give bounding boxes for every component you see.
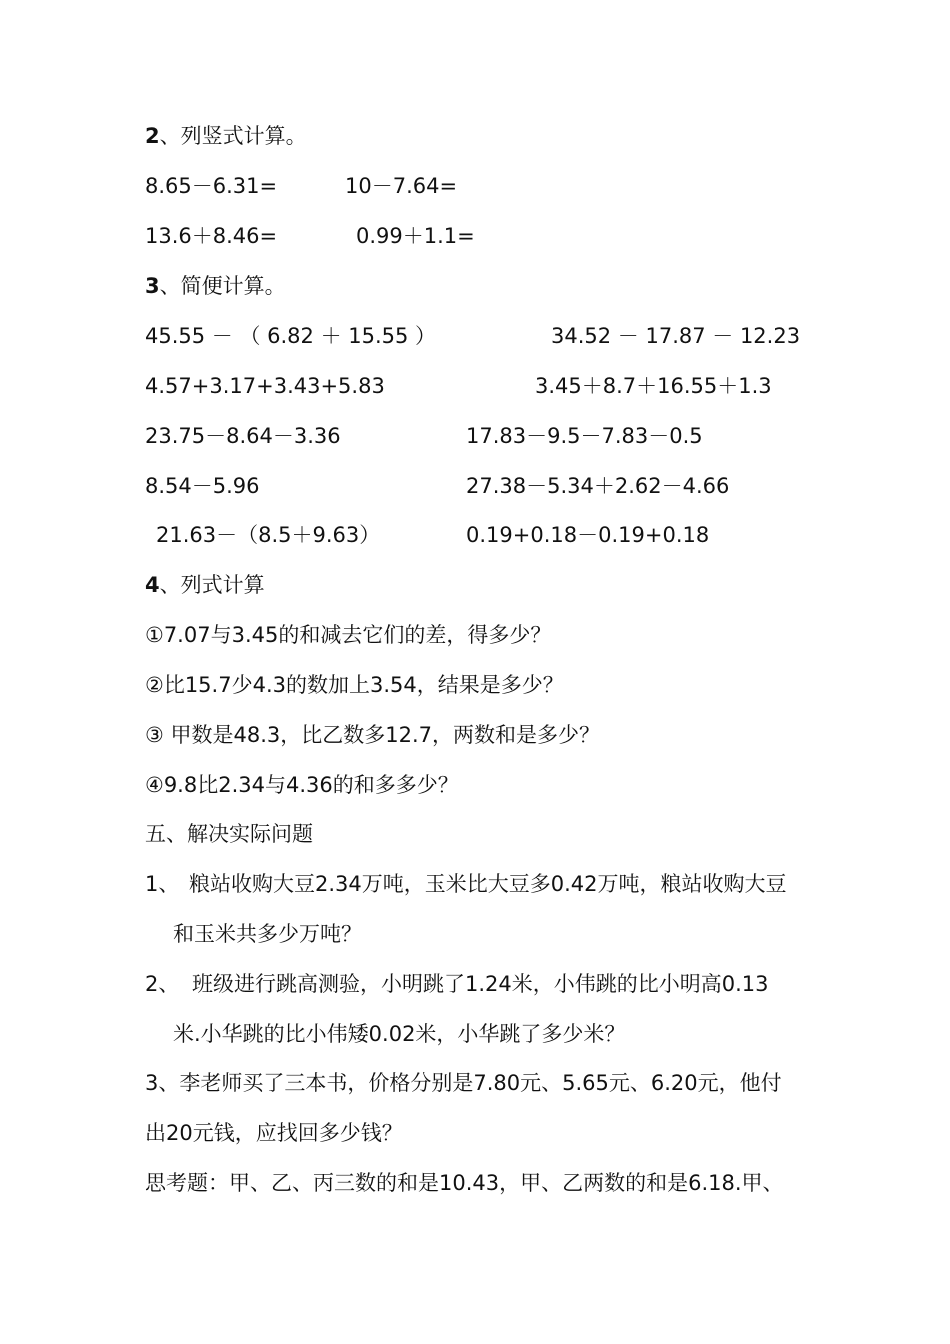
problem-3-line-1: 3、李老师买了三本书，价格分别是7.80元、5.65元、6.20元，他付: [145, 1071, 782, 1095]
problem-1-line-2: 和玉米共多少万吨？: [173, 922, 362, 946]
vertical-calc-item: 13.6＋8.46=: [145, 224, 278, 248]
section-3-title: 、简便计算。: [159, 274, 286, 298]
section-3-heading: [145, 272, 286, 300]
problem-2-number: 2、: [145, 972, 180, 996]
section-4-title: 、列式计算: [159, 573, 265, 597]
vertical-calc-item: 0.99＋1.1=: [356, 224, 475, 248]
simplify-calc-item: 0.19+0.18－0.19+0.18: [466, 523, 710, 547]
section-3-number: 3: [145, 274, 160, 298]
problem-1-line-1: 粮站收购大豆2.34万吨，玉米比大豆多0.42万吨，粮站收购大豆: [189, 872, 787, 896]
simplify-calc-item: 27.38－5.34＋2.62－4.66: [466, 474, 730, 498]
simplify-calc-item: 17.83－9.5－7.83－0.5: [466, 424, 703, 448]
section-2-heading: [145, 122, 307, 150]
vertical-calc-item: 10－7.64=: [345, 174, 458, 198]
word-calc-item: ①7.07与3.45的和减去它们的差，得多少？: [145, 623, 552, 647]
problem-3-line-2: 出20元钱，应找回多少钱？: [145, 1121, 403, 1145]
simplify-calc-item: 21.63－（8.5＋9.63）: [156, 523, 381, 547]
problem-2-line-1: 班级进行跳高测验，小明跳了1.24米，小伟跳的比小明高0.13: [192, 972, 769, 996]
section-4-heading: [145, 571, 265, 599]
thinking-question-line-1: 思考题：甲、乙、丙三数的和是10.43，甲、乙两数的和是6.18.甲、: [145, 1171, 784, 1195]
word-calc-item: ④9.8比2.34与4.36的和多多少？: [145, 773, 459, 797]
simplify-calc-item: 8.54－5.96: [145, 474, 260, 498]
simplify-calc-item: 23.75－8.64－3.36: [145, 424, 341, 448]
simplify-calc-item: 45.55 － （ 6.82 ＋ 15.55 ）: [145, 324, 437, 348]
problem-2-line-2: 米.小华跳的比小伟矮0.02米，小华跳了多少米？: [173, 1022, 626, 1046]
simplify-calc-item: 34.52 － 17.87 － 12.23: [551, 324, 801, 348]
section-4-number: 4: [145, 573, 160, 597]
word-calc-item: ③ 甲数是48.3，比乙数多12.7，两数和是多少？: [145, 723, 601, 747]
simplify-calc-item: 4.57+3.17+3.43+5.83: [145, 374, 385, 398]
word-calc-item: ②比15.7少4.3的数加上3.54，结果是多少？: [145, 673, 564, 697]
section-2-number: 2: [145, 124, 160, 148]
section-2-title: 、列竖式计算。: [159, 124, 307, 148]
section-5-title: 五、解决实际问题: [145, 822, 313, 846]
problem-1-number: 1、: [145, 872, 180, 896]
vertical-calc-item: 8.65－6.31=: [145, 174, 278, 198]
simplify-calc-item: 3.45＋8.7＋16.55＋1.3: [535, 374, 772, 398]
